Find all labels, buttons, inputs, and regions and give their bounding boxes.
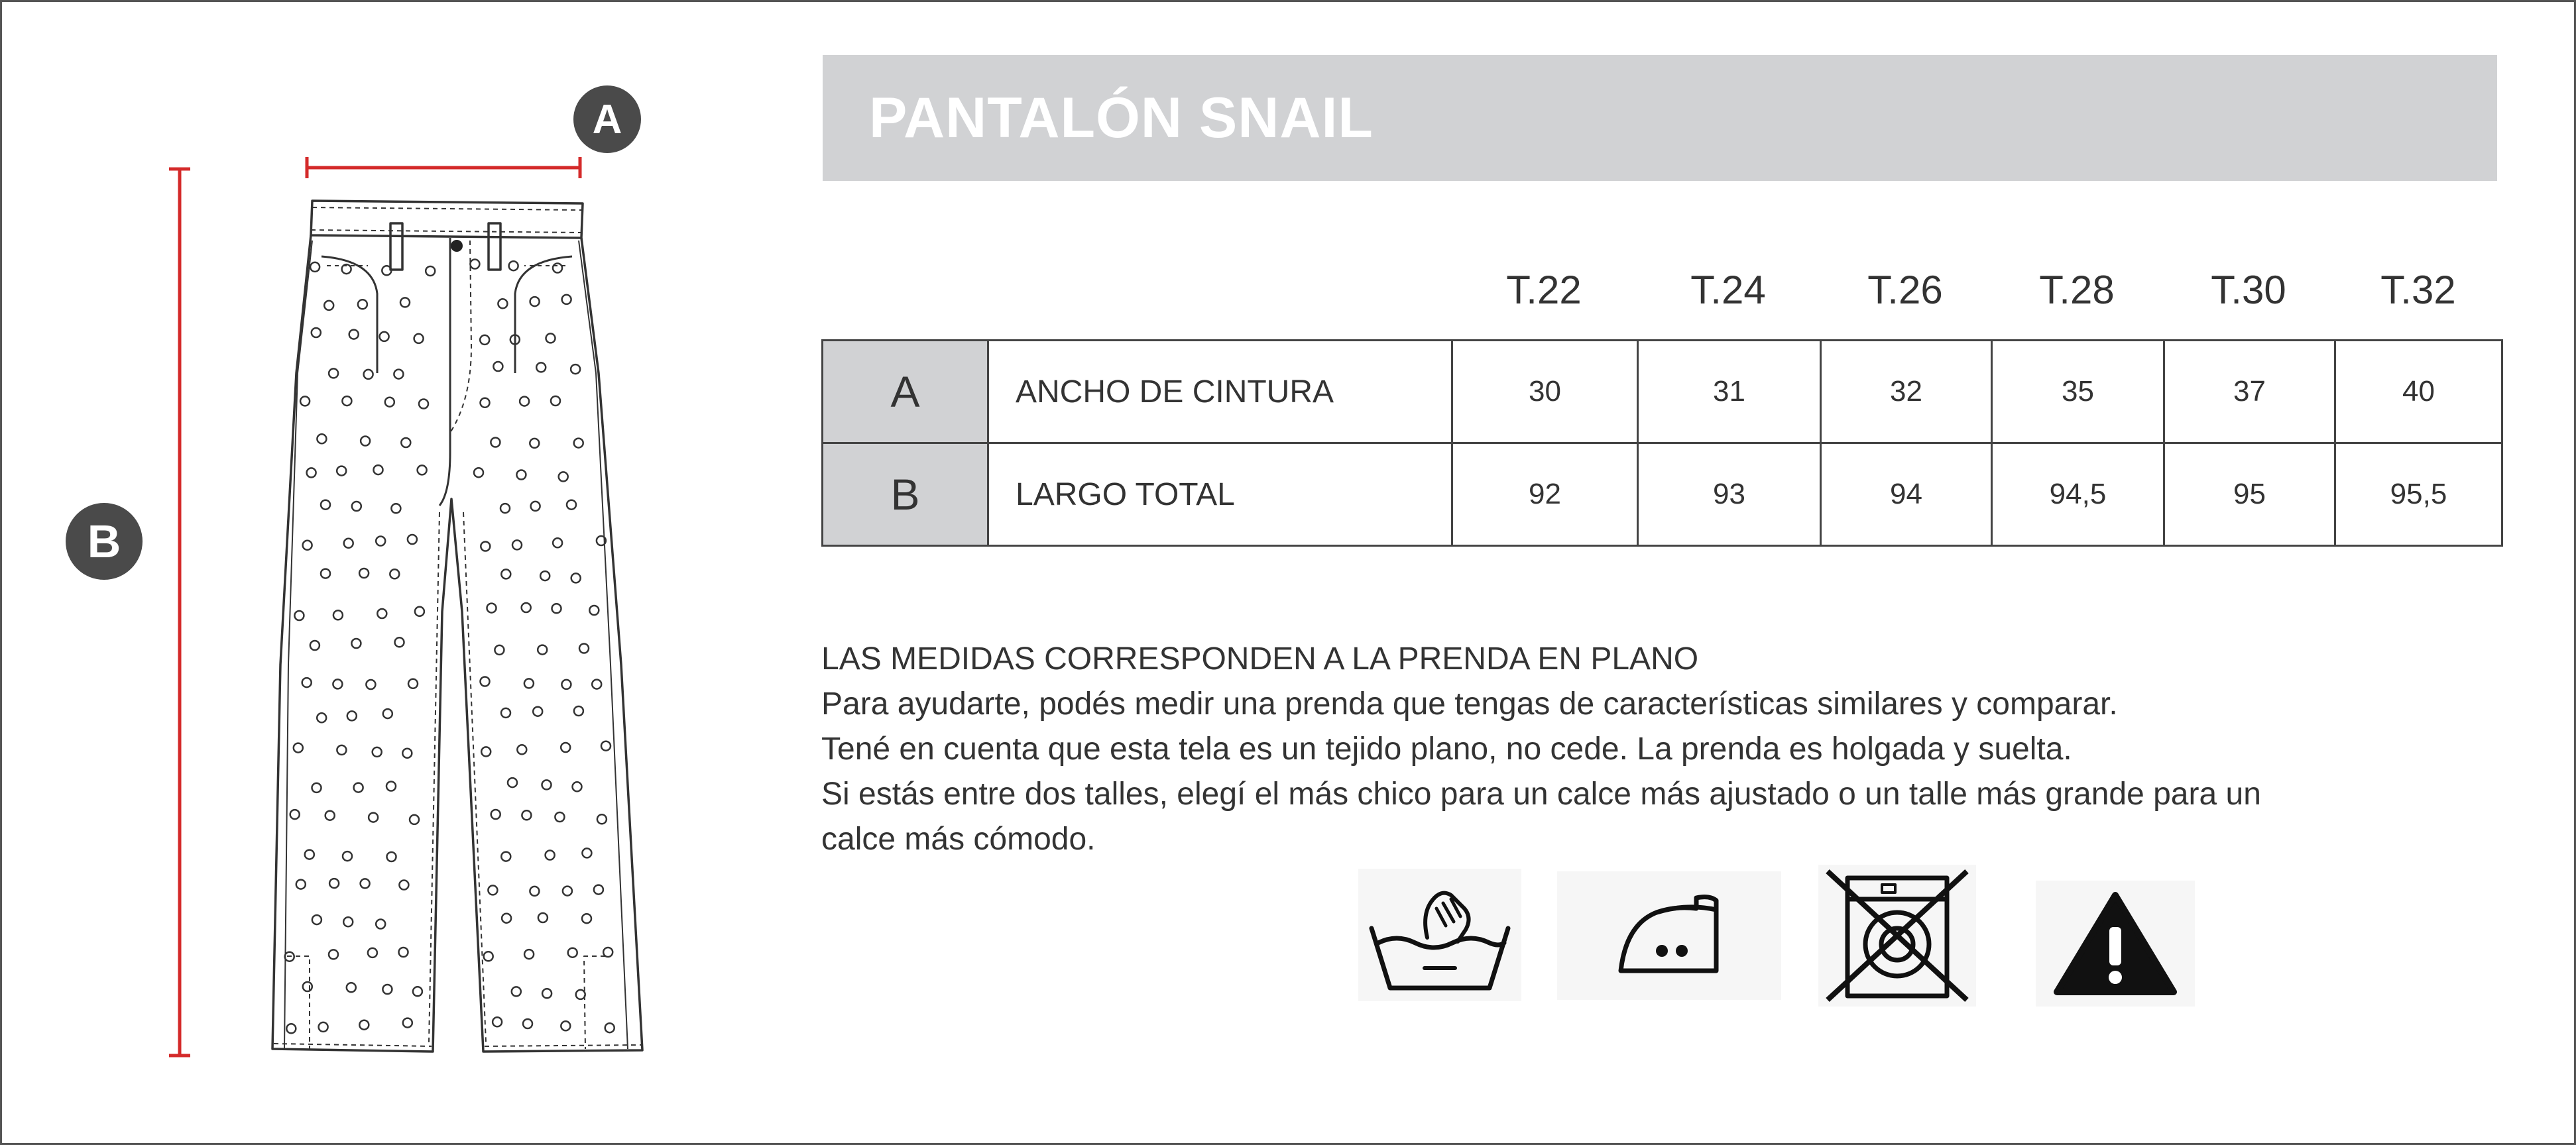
size-label: T.28 [2039, 268, 2115, 312]
snail-dot [493, 362, 502, 371]
snail-dot [481, 542, 490, 551]
snail-dot [342, 396, 351, 406]
snail-dot [387, 852, 396, 861]
snail-dot [418, 465, 427, 474]
table-cell: 92 [1452, 443, 1638, 546]
snail-dot [408, 679, 418, 688]
snail-dot [536, 362, 546, 372]
snail-dot [538, 913, 548, 922]
snail-dot [601, 741, 611, 751]
snail-dot [491, 810, 500, 819]
snail-dot [571, 573, 581, 582]
snail-dot [385, 398, 394, 407]
table-cell: 35 [1992, 341, 2164, 443]
snail-dot [523, 1019, 532, 1028]
snail-dot [603, 948, 613, 957]
snail-dot [561, 743, 570, 752]
table-cell: 30 [1452, 341, 1638, 443]
size-label: T.30 [2211, 268, 2286, 312]
snail-dot [533, 707, 542, 716]
snail-dot [582, 914, 591, 923]
snail-dot [376, 537, 385, 546]
snail-dot [502, 914, 511, 923]
snail-dot [553, 538, 562, 547]
table-row [823, 443, 2502, 546]
snail-dot [312, 915, 322, 924]
snail-dot [538, 645, 547, 655]
snail-dot [517, 745, 526, 754]
snail-dot [317, 434, 326, 443]
snail-dot [368, 948, 377, 957]
snail-dot [317, 713, 326, 722]
snail-dot [300, 396, 310, 406]
snail-dot [337, 466, 346, 476]
snail-dot [495, 645, 504, 655]
snail-dot [343, 917, 353, 926]
snail-dot [561, 680, 571, 689]
snail-dot [347, 983, 356, 992]
snail-dot [386, 782, 396, 791]
snail-dot [307, 468, 316, 477]
title-bar [823, 55, 2497, 181]
snail-dot [552, 604, 561, 613]
snail-dot [373, 747, 382, 757]
snail-dot [501, 708, 510, 718]
snail-dot [352, 502, 361, 511]
snail-dot [530, 887, 539, 896]
table-cell: 37 [2164, 341, 2335, 443]
snail-dot [597, 814, 607, 824]
snail-dot [310, 641, 320, 650]
snail-dot [546, 851, 555, 860]
snail-dot [361, 437, 370, 446]
snail-dot [390, 569, 399, 578]
snail-dot [333, 679, 342, 688]
snail-dot [481, 398, 490, 408]
snail-dot [551, 396, 560, 406]
snail-dot [522, 603, 531, 612]
note-line: calce más cómodo. [821, 822, 1096, 857]
snail-dot [501, 569, 510, 578]
snail-dot [364, 370, 373, 379]
table-cell: 94,5 [1992, 443, 2164, 546]
snail-dot [394, 370, 403, 379]
size-label: T.26 [1867, 268, 1943, 312]
snail-dot [303, 541, 312, 550]
table-cell: 94 [1821, 443, 1992, 546]
snail-dot [571, 364, 580, 374]
dimension-badge-b: B [66, 503, 143, 580]
size-label: T.24 [1690, 268, 1766, 312]
snail-dot [540, 571, 550, 580]
snail-dot [546, 333, 556, 343]
snail-dot [589, 606, 599, 615]
snail-dot [530, 439, 539, 448]
table-cell: 31 [1638, 341, 1821, 443]
snail-dot [484, 952, 493, 961]
note-line: Para ayudarte, podés medir una prenda que tengas de características similares y comparar. [821, 686, 2118, 722]
size-table [821, 339, 2503, 547]
snail-dot [402, 749, 412, 758]
snail-dot [512, 540, 522, 549]
snail-dot [321, 500, 330, 510]
snail-dot [377, 609, 386, 618]
snail-dot [347, 711, 357, 720]
measure-code: B [823, 443, 988, 546]
snail-dot [474, 468, 483, 477]
size-label: T.32 [2380, 268, 2456, 312]
note-line: Tené en cuenta que esta tela es un tejido plano, no cede. La prenda es holgada y suelta. [821, 732, 2072, 767]
snail-dot [399, 881, 408, 890]
snail-dot [594, 885, 603, 895]
table-cell: 40 [2335, 341, 2502, 443]
snail-dot [294, 611, 304, 620]
snail-dot [351, 639, 361, 648]
table-cell: 93 [1638, 443, 1821, 546]
snail-dot [493, 1017, 502, 1026]
snail-dot [531, 502, 540, 511]
snail-dot [582, 848, 591, 857]
snail-dot [344, 539, 353, 548]
snail-dot [329, 879, 339, 888]
snail-dot [574, 439, 583, 448]
snail-dot [501, 852, 510, 861]
snail-dot [524, 679, 534, 688]
snail-dot [329, 368, 338, 378]
snail-dot [567, 500, 576, 510]
table-row [823, 341, 2502, 443]
dimension-line-a [307, 157, 580, 178]
table-cell: 95 [2164, 443, 2335, 546]
snail-dot [480, 335, 489, 345]
snail-dot [563, 887, 572, 896]
snail-dot [319, 1022, 328, 1032]
snail-dot [579, 644, 589, 653]
snail-dot [524, 950, 534, 959]
table-cell: 95,5 [2335, 443, 2502, 546]
snail-dot [296, 880, 306, 889]
garment-diagram [2, 2, 731, 1143]
snail-dot [573, 782, 582, 791]
snail-dot [312, 783, 322, 792]
snail-dot [399, 948, 408, 957]
snail-dot [487, 604, 497, 613]
snail-dot [413, 987, 422, 996]
snail-dot [321, 569, 330, 578]
snail-dot [520, 397, 529, 406]
snail-dot [415, 607, 424, 616]
snail-dot [568, 948, 577, 957]
snail-dot [419, 400, 428, 409]
snail-dot [403, 1018, 412, 1028]
snail-dot [522, 810, 531, 820]
size-header-row [2, 267, 2574, 333]
snail-dot [325, 811, 335, 820]
measure-name: ANCHO DE CINTURA [988, 341, 1452, 443]
snail-dot [359, 1020, 369, 1030]
iron-low-heat-icon [1557, 871, 1781, 1000]
snail-dot [374, 465, 383, 474]
snail-dot [500, 504, 510, 513]
note-line: LAS MEDIDAS CORRESPONDEN A LA PRENDA EN PLANO [821, 641, 1699, 677]
snail-dot [383, 709, 392, 718]
size-label: T.22 [1506, 268, 1582, 312]
snail-dot [302, 678, 312, 687]
button-icon [451, 240, 463, 252]
table-cell: 32 [1821, 341, 1992, 443]
snail-dot [361, 879, 370, 888]
snail-dot [410, 815, 419, 824]
snail-dot [481, 677, 490, 686]
snail-dot [333, 610, 343, 620]
snail-dot [516, 470, 526, 480]
page-title: PANTALÓN SNAIL [869, 85, 1374, 150]
snail-dot [555, 812, 564, 822]
snail-dot [366, 680, 375, 689]
snail-dot [605, 1023, 615, 1032]
snail-dot [576, 990, 585, 999]
dimension-badge-a: A [573, 85, 641, 153]
snail-dot [391, 504, 400, 513]
snail-dot [380, 332, 389, 341]
snail-dot [542, 989, 552, 998]
snail-dot [574, 706, 583, 716]
snail-dot [488, 885, 497, 895]
snail-dot [303, 982, 312, 991]
snail-dot [354, 783, 363, 792]
measure-name: LARGO TOTAL [988, 443, 1452, 546]
snail-dot [329, 950, 338, 959]
snail-dot [395, 637, 404, 647]
snail-dot [376, 920, 385, 929]
snail-dot [592, 680, 601, 689]
snail-dot [359, 569, 369, 578]
snail-dot [414, 334, 424, 343]
measure-code: A [823, 341, 988, 443]
measurement-notes [821, 637, 2346, 862]
snail-dot [294, 743, 303, 753]
snail-dot [382, 985, 392, 994]
snail-dot [286, 1024, 296, 1033]
snail-dot [290, 810, 300, 819]
snail-dot [508, 778, 517, 787]
note-line: Si estás entre dos talles, elegí el más chico para un calce más ajustado o un talle más grande para un [821, 777, 2261, 812]
snail-dot [561, 1021, 570, 1030]
snail-dot [401, 438, 410, 447]
snail-dot [369, 813, 378, 822]
snail-dot [559, 472, 568, 481]
snail-dot [305, 850, 314, 859]
do-not-tumble-dry-icon [1818, 865, 1976, 1007]
pants-outline [272, 235, 642, 1052]
warning-icon [2036, 881, 2195, 1007]
snail-dot [481, 747, 491, 756]
snail-dot [408, 535, 417, 544]
snail-dot [491, 438, 500, 447]
snail-dot [512, 987, 521, 996]
snail-dot [542, 780, 552, 789]
snail-dot [343, 851, 352, 861]
snail-dot [337, 745, 346, 755]
hand-wash-icon [1358, 869, 1521, 1001]
